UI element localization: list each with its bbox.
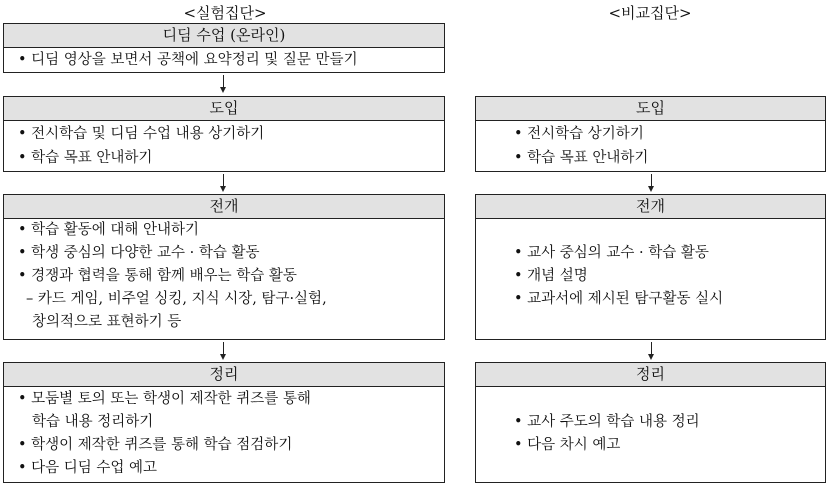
- list-item: • 다음 차시 예고: [514, 437, 621, 453]
- experimental-summary-box: [3, 362, 445, 483]
- list-item: • 교사 주도의 학습 내용 정리: [514, 414, 700, 430]
- list-item: • 전시학습 상기하기: [514, 126, 644, 142]
- list-item: • 다음 디딤 수업 예고: [18, 460, 158, 476]
- list-item: • 전시학습 및 디딤 수업 내용 상기하기: [18, 126, 265, 142]
- list-item: • 학습 목표 안내하기: [514, 150, 649, 166]
- list-item: • 경쟁과 협력을 통해 함께 배우는 학습 활동: [18, 268, 297, 284]
- box-header: 정리: [4, 363, 444, 387]
- box-header: 정리: [476, 363, 825, 387]
- box-header: 전개: [476, 195, 825, 219]
- list-item: 학습 내용 정리하기: [32, 414, 154, 430]
- list-item: 창의적으로 표현하기 등: [32, 314, 182, 330]
- control-intro-box: [475, 96, 826, 172]
- experimental-online-box: [3, 23, 445, 73]
- list-item: • 모둠별 토의 또는 학생이 제작한 퀴즈를 통해: [18, 391, 311, 407]
- experimental-group-title: <실험집단>: [183, 4, 267, 22]
- box-header: 도입: [476, 97, 825, 121]
- control-summary-box: [475, 362, 826, 483]
- list-item: – 카드 게임, 비주얼 싱킹, 지식 시장, 탐구·실험,: [26, 291, 327, 307]
- list-item: • 교과서에 제시된 탐구활동 실시: [514, 291, 724, 307]
- control-group-title: <비교집단>: [608, 4, 692, 22]
- list-item: • 디딤 영상을 보면서 공책에 요약정리 및 질문 만들기: [18, 52, 358, 68]
- list-item: • 학습 목표 안내하기: [18, 150, 153, 166]
- list-item: • 개념 설명: [514, 268, 588, 284]
- list-item: • 학생 중심의 다양한 교수 · 학습 활동: [18, 245, 260, 261]
- box-header: 도입: [4, 97, 444, 121]
- list-item: • 학습 활동에 대해 안내하기: [18, 222, 200, 238]
- experimental-develop-box: [3, 194, 445, 340]
- box-header: 디딤 수업 (온라인): [4, 24, 444, 48]
- control-develop-box: [475, 194, 826, 340]
- list-item: • 학생이 제작한 퀴즈를 통해 학습 점검하기: [18, 437, 293, 453]
- experimental-intro-box: [3, 96, 445, 172]
- box-header: 전개: [4, 195, 444, 219]
- list-item: • 교사 중심의 교수 · 학습 활동: [514, 245, 709, 261]
